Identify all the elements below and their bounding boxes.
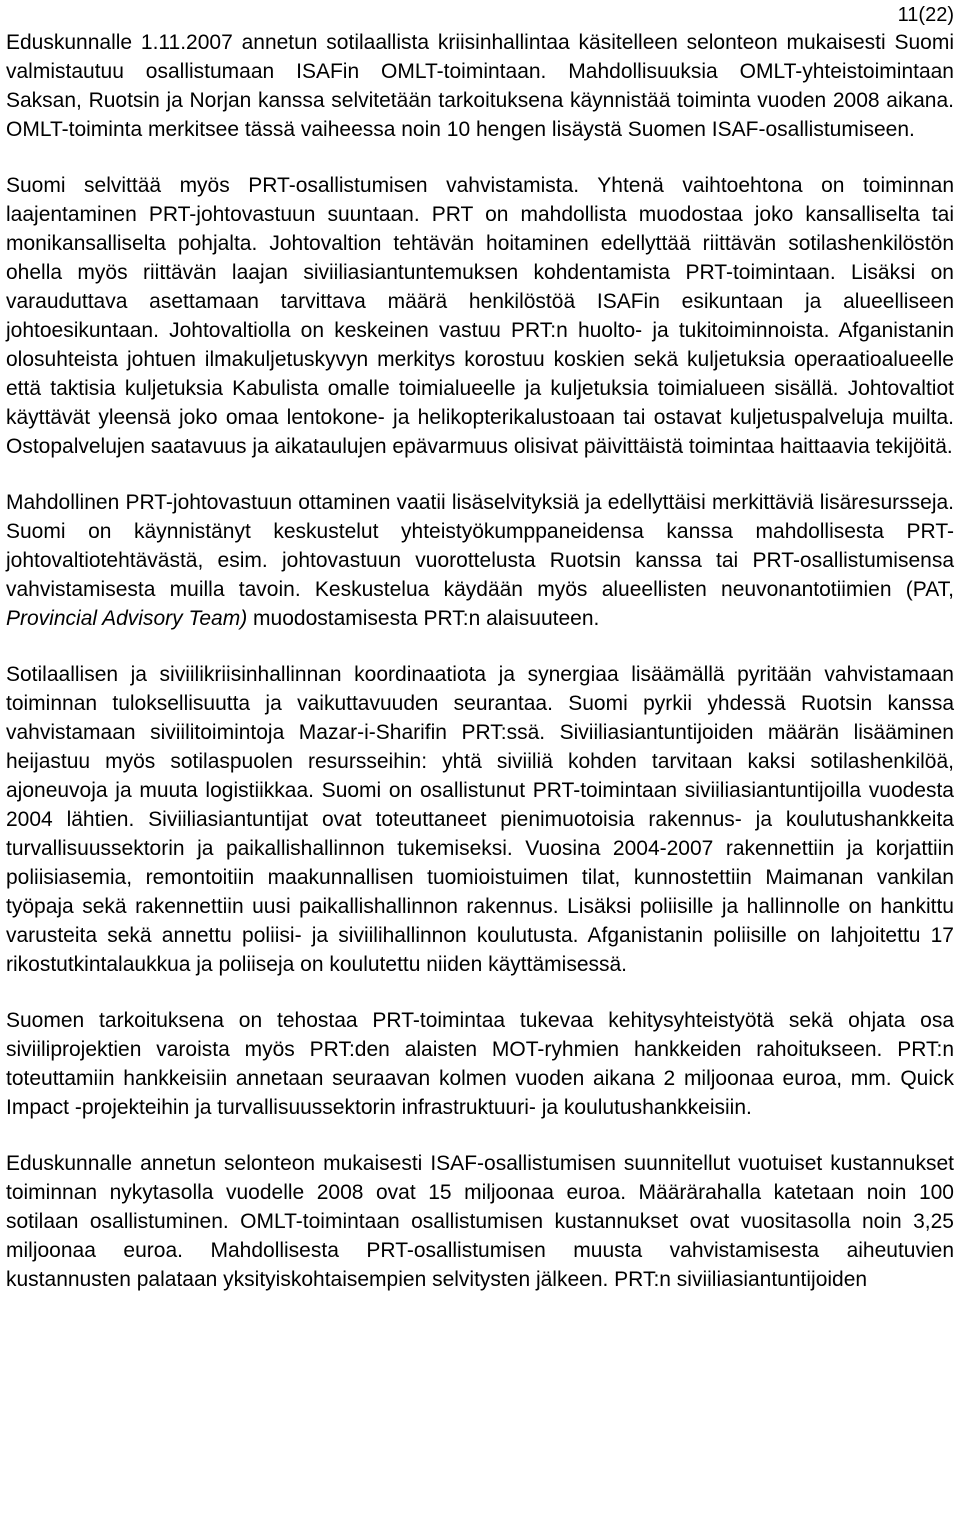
paragraph-prt-leadership-text-end: muodostamisesta PRT:n alaisuuteen.	[247, 607, 600, 630]
paragraph-prt-leadership-emphasis: Provincial Advisory Team)	[6, 607, 248, 630]
paragraph-prt-leadership	[6, 488, 954, 633]
paragraph-costs: Eduskunnalle annetun selonteon mukaisesti ISAF-osallistumisen suunnitellut vuotuiset kustannukset toiminnan nykytasolla vuodelle 2008 ovat 15 miljoonaa euroa. Määrärahalla katetaan noin 100 sotilaan osallistuminen. OMLT-toimintaan osallistumisen kustannukset ovat vuositasolla noin 3,25 miljoonaa euroa. Mahdollisesta PRT-osallistumisen muusta vahvistamisesta aiheutuvien kustannusten palataan yksityiskohtaisempien selvitysten jälkeen. PRT:n siviiliasiantuntijoiden	[6, 1152, 954, 1291]
paragraph-development-cooperation: Suomen tarkoituksena on tehostaa PRT-toimintaa tukevaa kehitysyhteistyötä sekä ohjata osa siviiliprojektien varoista myös PRT:den alaisten MOT-ryhmien hankkeiden rahoitukseen. PRT:n toteuttamiin hankkeisiin annetaan seuraavan kolmen vuoden aikana 2 miljoonaa euroa, mm. Quick Impact -projekteihin ja turvallisuussektorin infrastruktuuri- ja koulutushankkeisiin.	[6, 1009, 954, 1119]
page-number: 11(22)	[897, 4, 954, 26]
paragraph-prt-leadership-text: Mahdollinen PRT-johtovastuun ottaminen vaatii lisäselvityksiä ja edellyttäisi merkittäviä lisäresursseja. Suomi on käynnistänyt keskustelut yhteistyökumppaneidensa kanssa mahdollisesta PRT-johtovaltiotehtävästä, esim. johtovastuun vuorottelusta Ruotsin kanssa tai PRT-osallistumisensa vahvistamisesta muilla tavoin. Keskustelua käydään myös alueellisten neuvonantotiimien (PAT,	[6, 491, 954, 601]
paragraph-omlt: Eduskunnalle 1.11.2007 annetun sotilaallista kriisinhallintaa käsitelleen selonteon mukaisesti Suomi valmistautuu osallistumaan ISAFin OMLT-toimintaan. Mahdollisuuksia OMLT-yhteistoimintaan Saksan, Ruotsin ja Norjan kanssa selvitetään tarkoituksena käynnistää toiminta vuoden 2008 aikana. OMLT-toiminta merkitsee tässä vaiheessa noin 10 hengen lisäystä Suomen ISAF-osallistumiseen.	[6, 31, 954, 141]
paragraph-civil-military-coordination: Sotilaallisen ja siviilikriisinhallinnan koordinaatiota ja synergiaa lisäämällä pyritään vahvistamaan toiminnan tuloksellisuutta ja vaikuttavuuden seurantaa. Suomi pyrkii yhdessä Ruotsin kanssa vahvistamaan siviilitoimintoja Mazar-i-Sharifin PRT:ssä. Siviiliasiantuntijoiden määrän lisääminen heijastuu myös sotilaspuolen resursseihin: yhtä siviiliä kohden tarvitaan kaksi sotilashenkilöä, ajoneuvoja ja muuta logistiikkaa. Suomi on osallistunut PRT-toimintaan siviiliasiantuntijoilla vuodesta 2004 lähtien. Siviiliasiantuntijat ovat toteuttaneet pienimuotoisia rakennus- ja koulutushankkeita turvallisuussektorin ja paikallishallinnon tukemiseksi. Vuosina 2004-2007 rakennettiin ja korjattiin poliisiasemia, remontoitiin maakunnallisen tuomioistuimen tilat, kunnostettiin Maimanan vankilan työpaja sekä rakennettiin uusi paikallishallinnon rakennus. Lisäksi poliisille ja hallinnolle on hankittu varusteita sekä annettu poliisi- ja siviilihallinnon koulutusta. Afganistanin poliisille on lahjoitettu 17 rikostutkintalaukkua ja poliiseja on koulutettu niiden käyttämisessä.	[6, 663, 954, 976]
paragraph-prt-participation: Suomi selvittää myös PRT-osallistumisen vahvistamista. Yhtenä vaihtoehtona on toiminnan laajentaminen PRT-johtovastuun suuntaan. PRT on mahdollista muodostaa joko kansalliselta tai monikansalliselta pohjalta. Johtovaltion tehtävän hoitaminen edellyttää riittävän sotilashenkilöstön ohella myös riittävän laajan siviiliasiantuntemuksen kohdentamista PRT-toimintaan. Lisäksi on varauduttava asettamaan tarvittava määrä henkilöstöä ISAFin esikuntaan ja alueelliseen johtoesikuntaan. Johtovaltiolla on keskeinen vastuu PRT:n huolto- ja tukitoiminnoista. Afganistanin olosuhteista johtuen ilmakuljetuskyvyn merkitys korostuu koskien sekä kuljetuksia operaatioalueelle että taktisia kuljetuksia Kabulista omalle toimialueelle ja kuljetuksia toimialueen sisällä. Johtovaltiot käyttävät yleensä joko omaa lentokone- ja helikopterikalustoaan tai ostavat kuljetuspalveluja muilta. Ostopalvelujen saatavuus ja aikataulujen epävarmuus olisivat päivittäistä toimintaa haittaavia tekijöitä.	[6, 174, 954, 458]
document-body	[6, 28, 954, 1294]
